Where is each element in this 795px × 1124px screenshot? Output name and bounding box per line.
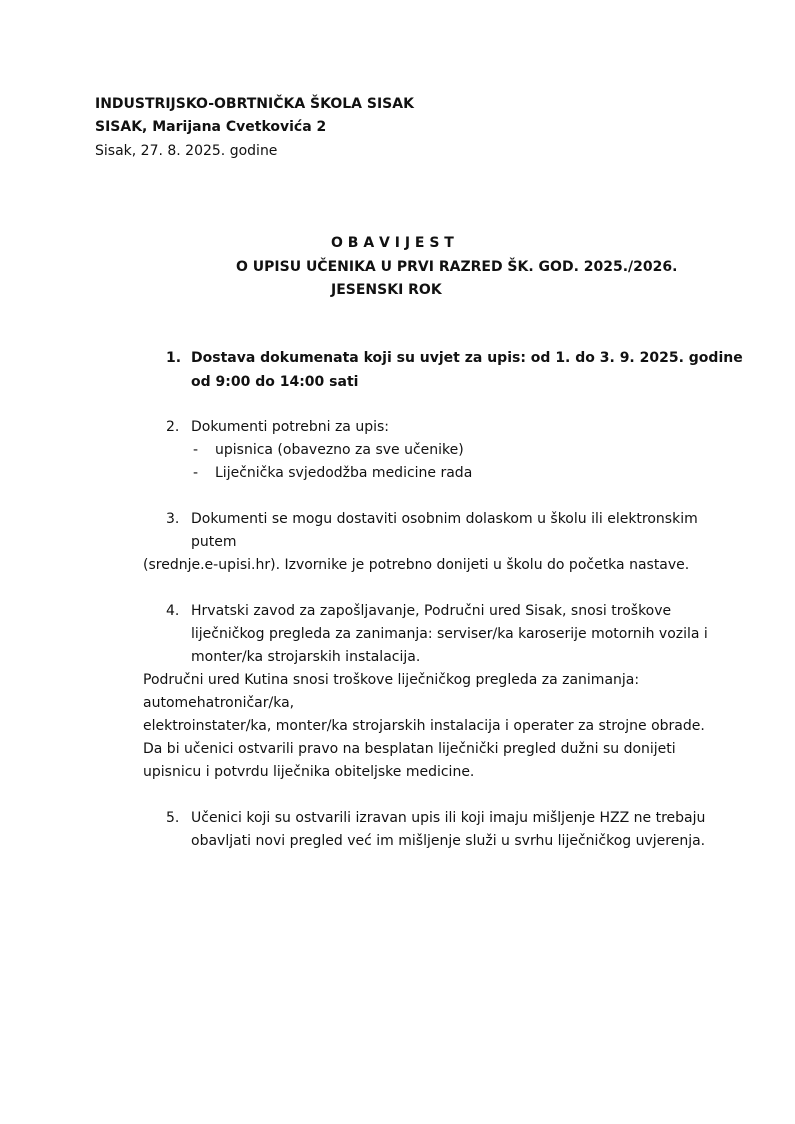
sub-item-text: Liječnička svjedodžba medicine rada bbox=[215, 465, 473, 481]
item-continuation-line: Da bi učenici ostvarili pravo na besplatan liječnički pregled dužni su donijeti bbox=[143, 741, 676, 757]
date-line: Sisak, 27. 8. 2025. godine bbox=[95, 143, 278, 159]
item-text-line: liječničkog pregleda za zanimanja: serviser/ka karoserije motornih vozila i bbox=[191, 626, 708, 642]
item-continuation-line: upisnicu i potvrdu liječnika obiteljske medicine. bbox=[143, 764, 475, 780]
item-continuation-line: Područni ured Kutina snosi troškove liječničkog pregleda za zanimanja: bbox=[143, 672, 640, 688]
item-text-line: Dostava dokumenata koji su uvjet za upis: od 1. do 3. 9. 2025. godine bbox=[191, 350, 743, 366]
item-number: 1. bbox=[166, 350, 182, 366]
item-text-line: putem bbox=[191, 534, 237, 550]
item-continuation-line: automehatroničar/ka, bbox=[143, 695, 295, 711]
item-text-line: Dokumenti se mogu dostaviti osobnim dolaskom u školu ili elektronskim bbox=[191, 511, 698, 527]
item-number: 5. bbox=[166, 810, 180, 826]
item-continuation-line: elektroinstater/ka, monter/ka strojarskih instalacija i operater za strojne obrade. bbox=[143, 718, 705, 734]
item-text-line: Dokumenti potrebni za upis: bbox=[191, 419, 389, 435]
item-text-line: Učenici koji su ostvarili izravan upis ili koji imaju mišljenje HZZ ne trebaju bbox=[191, 810, 706, 826]
item-text-line: monter/ka strojarskih instalacija. bbox=[191, 649, 421, 665]
school-name: INDUSTRIJSKO-OBRTNIČKA ŠKOLA SISAK bbox=[95, 96, 414, 112]
item-number: 4. bbox=[166, 603, 180, 619]
dash-bullet-icon: - bbox=[193, 465, 199, 481]
item-text-line: od 9:00 do 14:00 sati bbox=[191, 374, 359, 390]
item-continuation-line: (srednje.e-upisi.hr). Izvornike je potrebno donijeti u školu do početka nastave. bbox=[143, 557, 690, 573]
item-text-line: obavljati novi pregled već im mišljenje služi u svrhu liječničkog uvjerenja. bbox=[191, 833, 706, 849]
notice-term: JESENSKI ROK bbox=[331, 282, 442, 298]
notice-title: O B A V I J E S T bbox=[331, 235, 454, 251]
item-number: 2. bbox=[166, 419, 180, 435]
sub-item-text: upisnica (obavezno za sve učenike) bbox=[215, 442, 464, 458]
school-address: SISAK, Marijana Cvetkovića 2 bbox=[95, 119, 327, 135]
item-text-line: Hrvatski zavod za zapošljavanje, Područni ured Sisak, snosi troškove bbox=[191, 603, 672, 619]
notice-subtitle: O UPISU UČENIKA U PRVI RAZRED ŠK. GOD. 2025./2026. bbox=[236, 259, 678, 275]
dash-bullet-icon: - bbox=[193, 442, 199, 458]
item-number: 3. bbox=[166, 511, 180, 527]
